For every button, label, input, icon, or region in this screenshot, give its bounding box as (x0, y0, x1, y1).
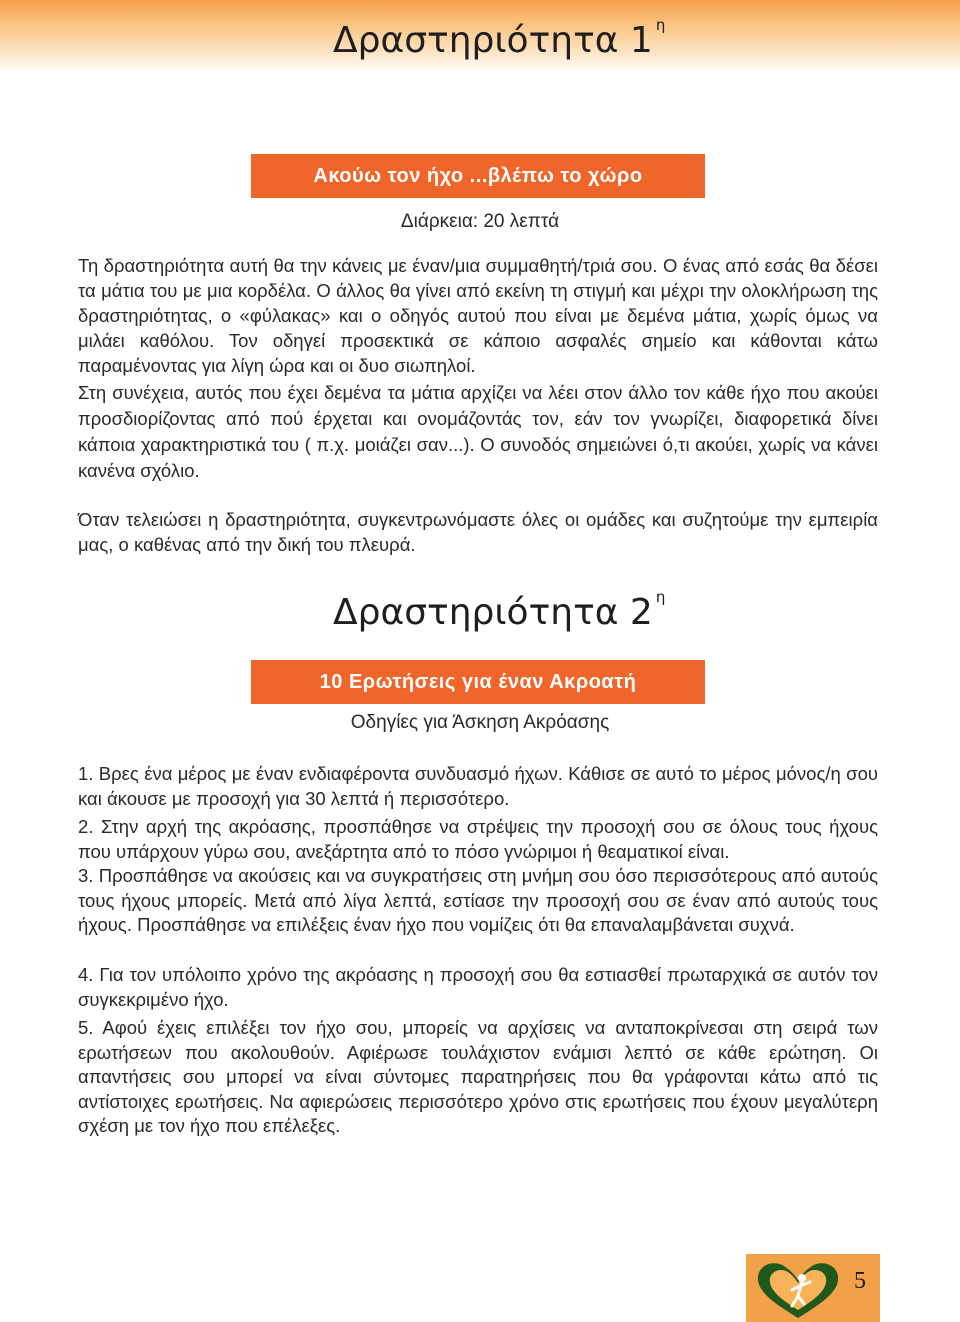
list-item-5: 5. Αφού έχεις επιλέξει τον ήχο σου, μπορείς να αρχίσεις να ανταποκρίνεσαι στη σειρά των ερωτήσεων που ακολουθούν. Αφιέρωσε τουλάχιστον ενάμισι λεπτό σε κάθε ερώτηση. Οι απαντήσεις σου μπορεί να είναι σύντομες παρατηρήσεις που θα γράφονται κάτω από τις αντίστοιχες ερωτήσεις. Να αφιερώσεις περισσότερο χρόνο στις ερωτήσεις που έχουν μεγαλύτερη σχέση με τον ήχο που επέλεξες. (78, 1017, 878, 1136)
page-number: 5 (854, 1268, 866, 1294)
list-item-2: 2. Στην αρχή της ακρόασης, προσπάθησε να στρέψεις την προσοχή σου σε όλους τους ήχους που υπάρχουν γύρω σου, ανεξάρτητα από το πόσο γνώριμοι ή θεαματικοί είναι. (78, 816, 878, 862)
activity-2-banner: 10 Ερωτήσεις για έναν Ακροατή (251, 660, 705, 704)
activity-1-title-superscript: η (655, 16, 666, 34)
activity-1-paragraph-1: Τη δραστηριότητα αυτή θα την κάνεις με έναν/μια συμμαθητή/τριά σου. Ο ένας από εσάς θα δέσει τα μάτια του με μια κορδέλα. Ο άλλος θα γίνει από εκείνη τη στιγμή και μέχρι την ολοκλήρωση της δραστηριότητας, ο «φύλακας» και ο οδηγός αυτού που είναι με δεμένα μάτια, χωρίς όμως να μιλάει καθόλου. Τον οδηγεί προσεκτικά σε κάποιο ασφαλές σημείο και κάθονται κάτω παραμένοντας για λίγη ώρα και οι δυο σιωπηλοί. (78, 255, 878, 376)
page-number-tab (746, 1254, 880, 1322)
activity-1-title (333, 16, 666, 61)
activity-2-title-superscript: η (655, 588, 666, 606)
activity-2-title (333, 588, 666, 633)
heart-listener-icon (746, 1256, 850, 1322)
activity-1-title-text: Δραστηριότητα 1 (333, 20, 653, 61)
list-item-1: 1. Βρες ένα μέρος με έναν ενδιαφέροντα συνδυασμό ήχων. Κάθισε σε αυτό το μέρος μόνος/η σου και άκουσε με προσοχή για 30 λεπτά ή περισσότερο. (78, 763, 878, 809)
list-item-3: 3. Προσπάθησε να ακούσεις και να συγκρατήσεις στη μνήμη σου όσο περισσότερους από αυτούς τους ήχους μπορείς. Μετά από λίγα λεπτά, εστίασε την προσοχή σου σε έναν από αυτούς τους ήχους. Προσπάθησε να επιλέξεις έναν ήχο που νομίζεις ότι θα επαναλαμβάνεται συχνά. (78, 865, 878, 935)
activity-1-duration: Διάρκεια: 20 λεπτά (400, 211, 560, 232)
activity-1-banner: Ακούω τον ήχο ...βλέπω το χώρο (251, 154, 705, 198)
activity-2-title-text: Δραστηριότητα 2 (333, 592, 653, 633)
activity-1-paragraph-3: Όταν τελειώσει η δραστηριότητα, συγκεντρωνόμαστε όλες οι ομάδες και συζητούμε την εμπειρία μας, ο καθένας από την δική του πλευρά. (78, 509, 878, 555)
list-item-4: 4. Για τον υπόλοιπο χρόνο της ακρόασης η προσοχή σου θα εστιασθεί πρωταρχικά σε αυτόν τον συγκεκριμένο ήχο. (78, 964, 878, 1010)
activity-1-paragraph-2: Στη συνέχεια, αυτός που έχει δεμένα τα μάτια αρχίζει να λέει στον άλλο τον κάθε ήχο που ακούει προσδιορίζοντας από πού έρχεται και ονομάζοντάς τον, εάν τον γνωρίζει, διαφορετικά δίνει κάποια χαρακτηριστικά του ( π.χ. μοιάζει σαν...). Ο συνοδός σημειώνει ό,τι ακούει, χωρίς να κάνει κανένα σχόλιο. (78, 382, 878, 481)
activity-2-subtitle: Οδηγίες για Άσκηση Ακρόασης (350, 712, 610, 733)
